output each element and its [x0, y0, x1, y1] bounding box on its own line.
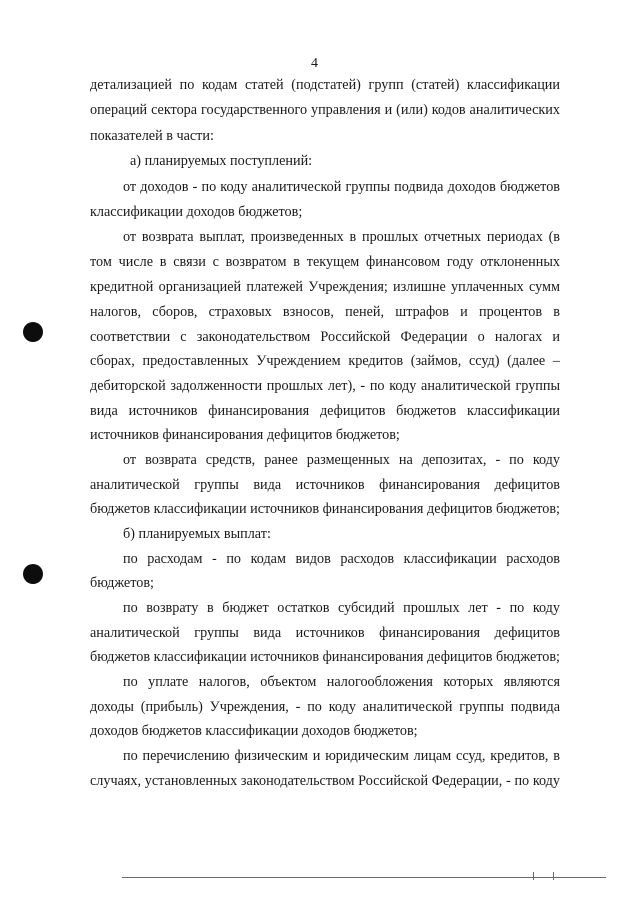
page-number: 4 [311, 56, 318, 71]
text-line: бюджетов классификации источников финансирования дефицитов бюджетов; [90, 501, 560, 517]
text-line: дебиторской задолженности прошлых лет), - по коду аналитической группы [90, 378, 560, 394]
text-line: от возврата выплат, произведенных в прошлых отчетных периодах (в [123, 229, 560, 245]
text-line: по возврату в бюджет остатков субсидий прошлых лет - по коду [123, 600, 560, 616]
text-line: по расходам - по кодам видов расходов классификации расходов [123, 551, 560, 567]
text-line: соответствии с законодательством Российской Федерации о налогах и [90, 329, 560, 345]
text-line: бюджетов классификации источников финансирования дефицитов бюджетов; [90, 649, 560, 665]
text-line: вида источников финансирования дефицитов бюджетов классификации [90, 403, 560, 419]
text-line: аналитической группы вида источников финансирования дефицитов [90, 625, 560, 641]
text-line: показателей в части: [90, 128, 214, 144]
text-line: от доходов - по коду аналитической группы подвида доходов бюджетов [123, 179, 560, 195]
text-line: б) планируемых выплат: [123, 526, 271, 542]
text-line: налогов, сборов, страховых взносов, пеней, штрафов и процентов в [90, 304, 560, 320]
text-line: доходы (прибыль) Учреждения, - по коду аналитической группы подвида [90, 699, 560, 715]
text-line: а) планируемых поступлений: [130, 153, 313, 169]
text-line: сборах, предоставленных Учреждением кредитов (займов, ссуд) (далее – [90, 353, 560, 369]
text-line: доходов бюджетов классификации доходов бюджетов; [90, 723, 418, 739]
bottom-tick [553, 872, 554, 880]
text-line: кредитной организацией платежей Учреждения; излишне уплаченных сумм [90, 279, 560, 295]
text-line: источников финансирования дефицитов бюджетов; [90, 427, 400, 443]
bottom-tick [533, 872, 534, 880]
text-line: от возврата средств, ранее размещенных на депозитах, - по коду [123, 452, 560, 468]
text-line: случаях, установленных законодательством Российской Федерации, - по коду [90, 773, 560, 789]
text-line: аналитической группы вида источников финансирования дефицитов [90, 477, 560, 493]
text-line: детализацией по кодам статей (подстатей) групп (статей) классификации [90, 77, 560, 93]
text-line: по уплате налогов, объектом налогообложения которых являются [123, 674, 560, 690]
punch-hole [23, 564, 43, 584]
text-line: том числе в связи с возвратом в текущем финансовом году отклоненных [90, 254, 560, 270]
text-line: бюджетов; [90, 575, 154, 591]
text-line: классификации доходов бюджетов; [90, 204, 303, 220]
punch-hole [23, 322, 43, 342]
text-line: операций сектора государственного управления и (или) кодов аналитических [90, 102, 560, 118]
text-line: по перечислению физическим и юридическим лицам ссуд, кредитов, в [123, 748, 560, 764]
